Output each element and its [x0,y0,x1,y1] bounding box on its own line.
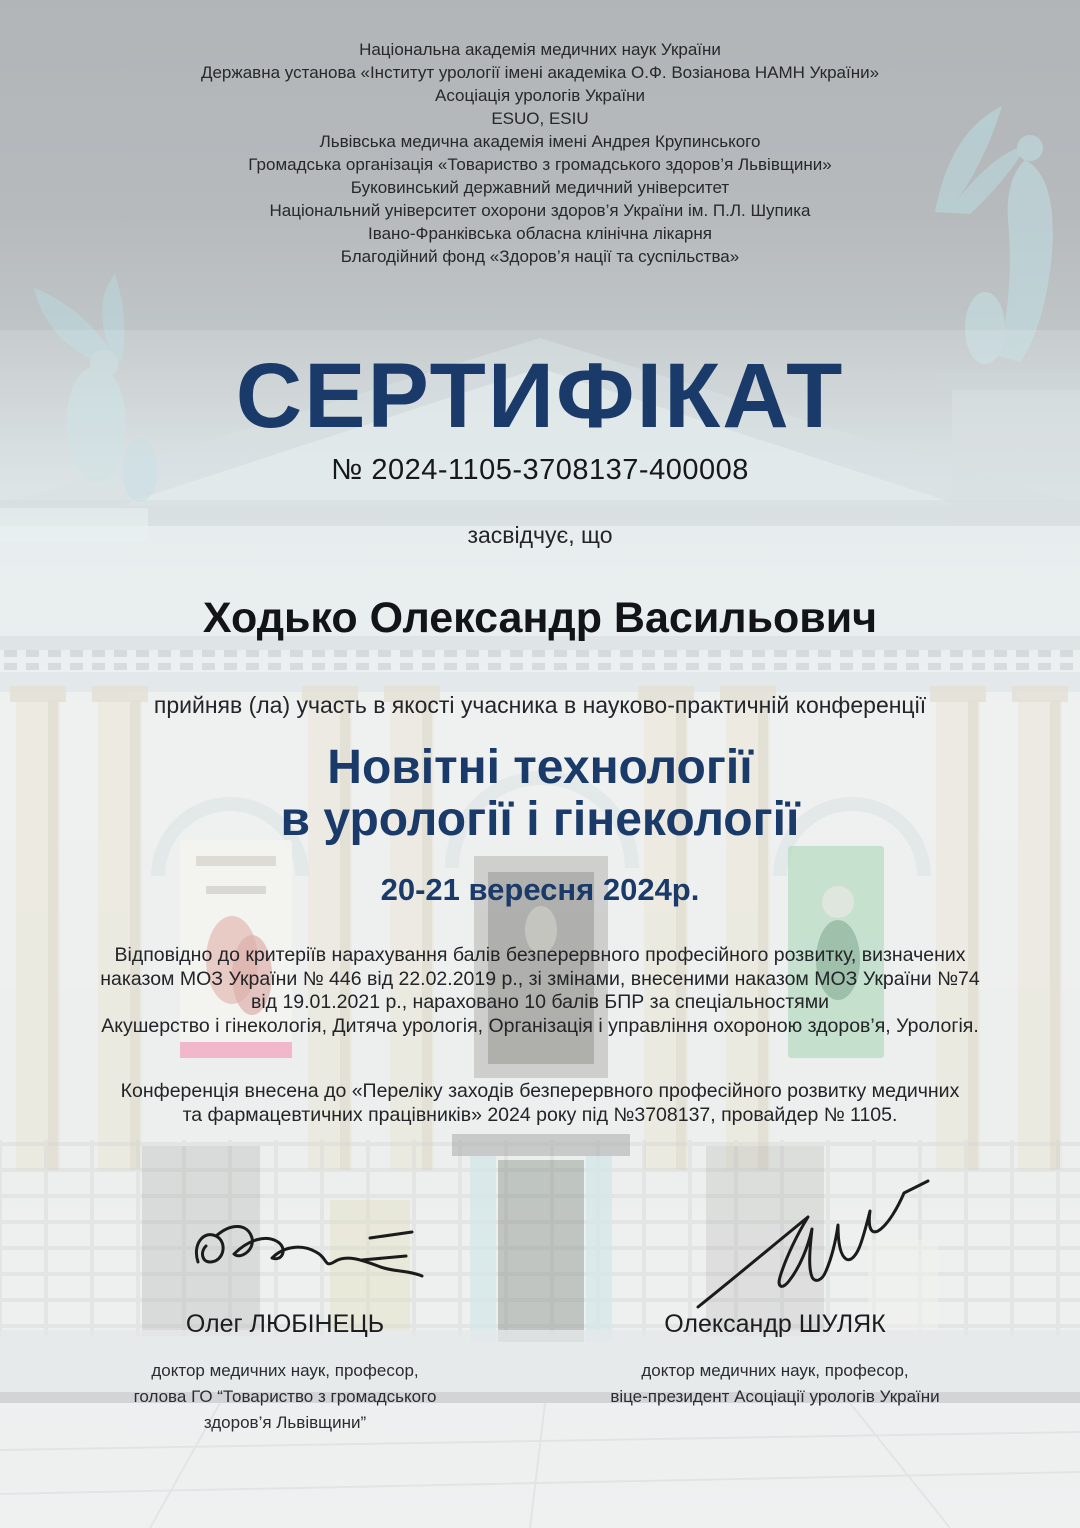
signatory-left-title-line: доктор медичних наук, професор, [151,1361,419,1380]
credits-line: наказом МОЗ України № 446 від 22.02.2019 р., зі змінами, внесеними наказом МОЗ України №74 [100,967,980,990]
header-org-line: Національний університет охорони здоров’я України ім. П.Л. Шупика [269,201,811,220]
header-org-line: Івано-Франківська обласна клінічна лікарня [368,224,712,243]
header-org-line: Національна академія медичних наук України [359,40,721,59]
header-org-line: ESUO, ESIU [491,109,589,128]
header-org-line: Благодійний фонд «Здоров’я нації та суспільства» [340,247,740,266]
registry-paragraph [0,1080,1080,1127]
certificate-title: СЕРТИФІКАТ [235,345,845,447]
signature-left-handwriting [182,1200,512,1300]
signatory-left-title-line: здоров’я Львівщини” [203,1413,367,1432]
credits-line: від 19.01.2021 р., нараховано 10 балів БПР за спеціальностями [250,991,830,1013]
conference-title-line: Новітні технології [327,741,753,794]
credits-line: Акушерство і гінекологія, Дитяча урологія, Організація і управління охороною здоров’я, Урологія. [101,1014,979,1037]
signatory-left-title [85,1358,485,1436]
header-org-line: Державна установа «Інститут урології імені академіка О.Ф. Возіанова НАМН України» [200,63,880,82]
conference-title-line: в урології і гінекології [280,793,800,846]
credits-paragraph [0,944,1080,1038]
header-org-line: Асоціація урологів України [434,86,646,105]
participation-text: прийняв (ла) участь в якості учасника в науково-практичній конференції [153,692,927,718]
registry-line: та фармацевтичних працівників» 2024 року під №3708137, провайдер № 1105. [182,1103,898,1126]
signatory-right-title-line: доктор медичних наук, професор, [641,1361,909,1380]
header-org-line: Буковинський державний медичний університет [350,178,730,197]
certifies-label: засвідчує, що [467,522,613,548]
certificate-number: № 2024-1105-3708137-400008 [331,454,749,486]
signatory-right-title [575,1358,975,1410]
registry-line: Конференція внесена до «Переліку заходів безперервного професійного розвитку медичних [120,1080,960,1102]
recipient-name: Ходько Олександр Васильович [202,594,878,642]
signature-right-handwriting [690,1175,940,1315]
conference-title [0,742,1080,846]
signatory-right-name: Олександр ШУЛЯК [664,1310,886,1338]
conference-date: 20-21 вересня 2024р. [380,872,700,907]
header-org-line: Громадська організація «Товариство з громадського здоров’я Львівщини» [248,155,832,174]
credits-line: Відповідно до критеріїв нарахування балів безперервного професійного розвитку, визначених [114,944,966,966]
header-organizations [0,38,1080,268]
signatory-left-name: Олег ЛЮБІНЕЦЬ [185,1310,385,1338]
signatory-left-title-line: голова ГО “Товариство з громадського [133,1387,437,1406]
header-org-line: Львівська медична академія імені Андрея Крупинського [319,132,761,151]
signatory-right-title-line: віце-президент Асоціації урологів України [610,1387,940,1406]
